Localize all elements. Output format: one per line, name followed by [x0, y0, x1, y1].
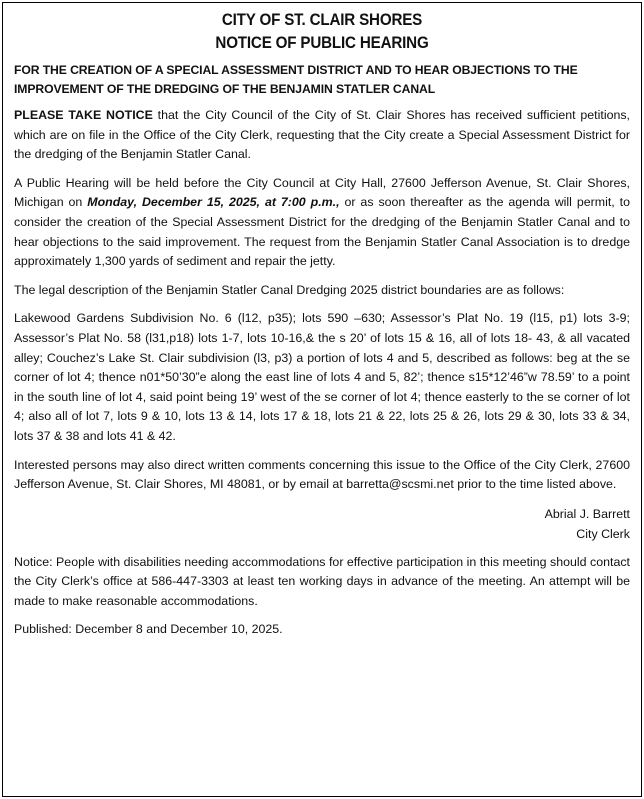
- paragraph-accessibility: Notice: People with disabilities needing accommodations for effective participation in this meeting should contact the City Clerk’s office at 586-447-3303 at least ten working days in advance of the meeting. An attempt will be made to make reasonable accommodations.: [14, 554, 630, 608]
- please-take-notice-lead: PLEASE TAKE NOTICE: [14, 108, 153, 122]
- paragraph-comments: Interested persons may also direct written comments concerning this issue to the Office of the City Clerk, 27600 Jefferson Avenue, St. Clair Shores, MI 48081, or by email at barretta@scsmi.net prior to the time listed above.: [14, 457, 630, 492]
- notice-title: [39, 9, 606, 55]
- paragraph-hearing: [14, 174, 630, 272]
- signature-name: Abrial J. Barrett: [544, 506, 630, 521]
- public-notice: [2, 2, 642, 797]
- notice-subtitle: FOR THE CREATION OF A SPECIAL ASSESSMENT DISTRICT AND TO HEAR OBJECTIONS TO THE IMPROVEMENT OF THE DREDGING OF THE BENJAMIN STATLER CANAL: [14, 63, 578, 96]
- title-line-city: CITY OF ST. CLAIR SHORES: [221, 11, 423, 29]
- published-dates: Published: December 8 and December 10, 2025.: [14, 622, 283, 637]
- signature-block: [14, 504, 630, 544]
- hearing-text-after: or as soon thereafter as the agenda will permit, to consider the creation of the Special Assessment District for the dredging of the Benjamin Statler Canal and to hear objections to the said improvement. The request from the Benjamin Statler Canal Association is to dredge approximately 1,300 yards of sediment and repair the jetty.: [14, 195, 630, 269]
- title-line-notice: NOTICE OF PUBLIC HEARING: [215, 34, 429, 52]
- signature-role: City Clerk: [576, 526, 630, 541]
- paragraph-legal-intro: The legal description of the Benjamin Statler Canal Dredging 2025 district boundaries are as follows:: [14, 282, 565, 297]
- hearing-date: Monday, December 15, 2025, at 7:00 p.m.,: [87, 195, 340, 210]
- paragraph-notice: [14, 106, 630, 165]
- hearing-text-before: A Public Hearing will be held before the City Council at City Hall, 27600 Jefferson Avenue, St. Clair Shores, Michigan on: [14, 175, 630, 210]
- paragraph-legal-description: Lakewood Gardens Subdivision No. 6 (l12, p35); lots 590 –630; Assessor’s Plat No. 19 (l15, p1) lots 3-9; Assessor’s Plat No. 58 (l31,p18) lots 1-7, lots 10-16,& the s 20’ of lots 15 & 16, all of lots 18- 43, & all vacated alley; Couchez’s Lake St. Clair subdivision (l3, p3) a portion of lots 4 and 5, described as follows: beg at the se corner of lot 4; thence n01*50’30”e along the east line of lots 4 and 5, 82’; thence s15*12’46”w 78.59’ to a point in the south line of lot 4, said point being 19’ west of the se corner of lot 4; thence easterly to the se corner of lot 4; also all of lot 7, lots 9 & 10, lots 13 & 14, lots 17 & 18, lots 21 & 22, lots 25 & 26, lots 29 & 30, lots 33 & 34, lots 37 & 38 and lots 41 & 42.: [14, 311, 630, 443]
- paragraph-notice-text: that the City Council of the City of St. Clair Shores has received sufficient petitions, which are on file in the Office of the City Clerk, requesting that the City create a Special Assessment District for the dredging of the Benjamin Statler Canal.: [14, 108, 630, 162]
